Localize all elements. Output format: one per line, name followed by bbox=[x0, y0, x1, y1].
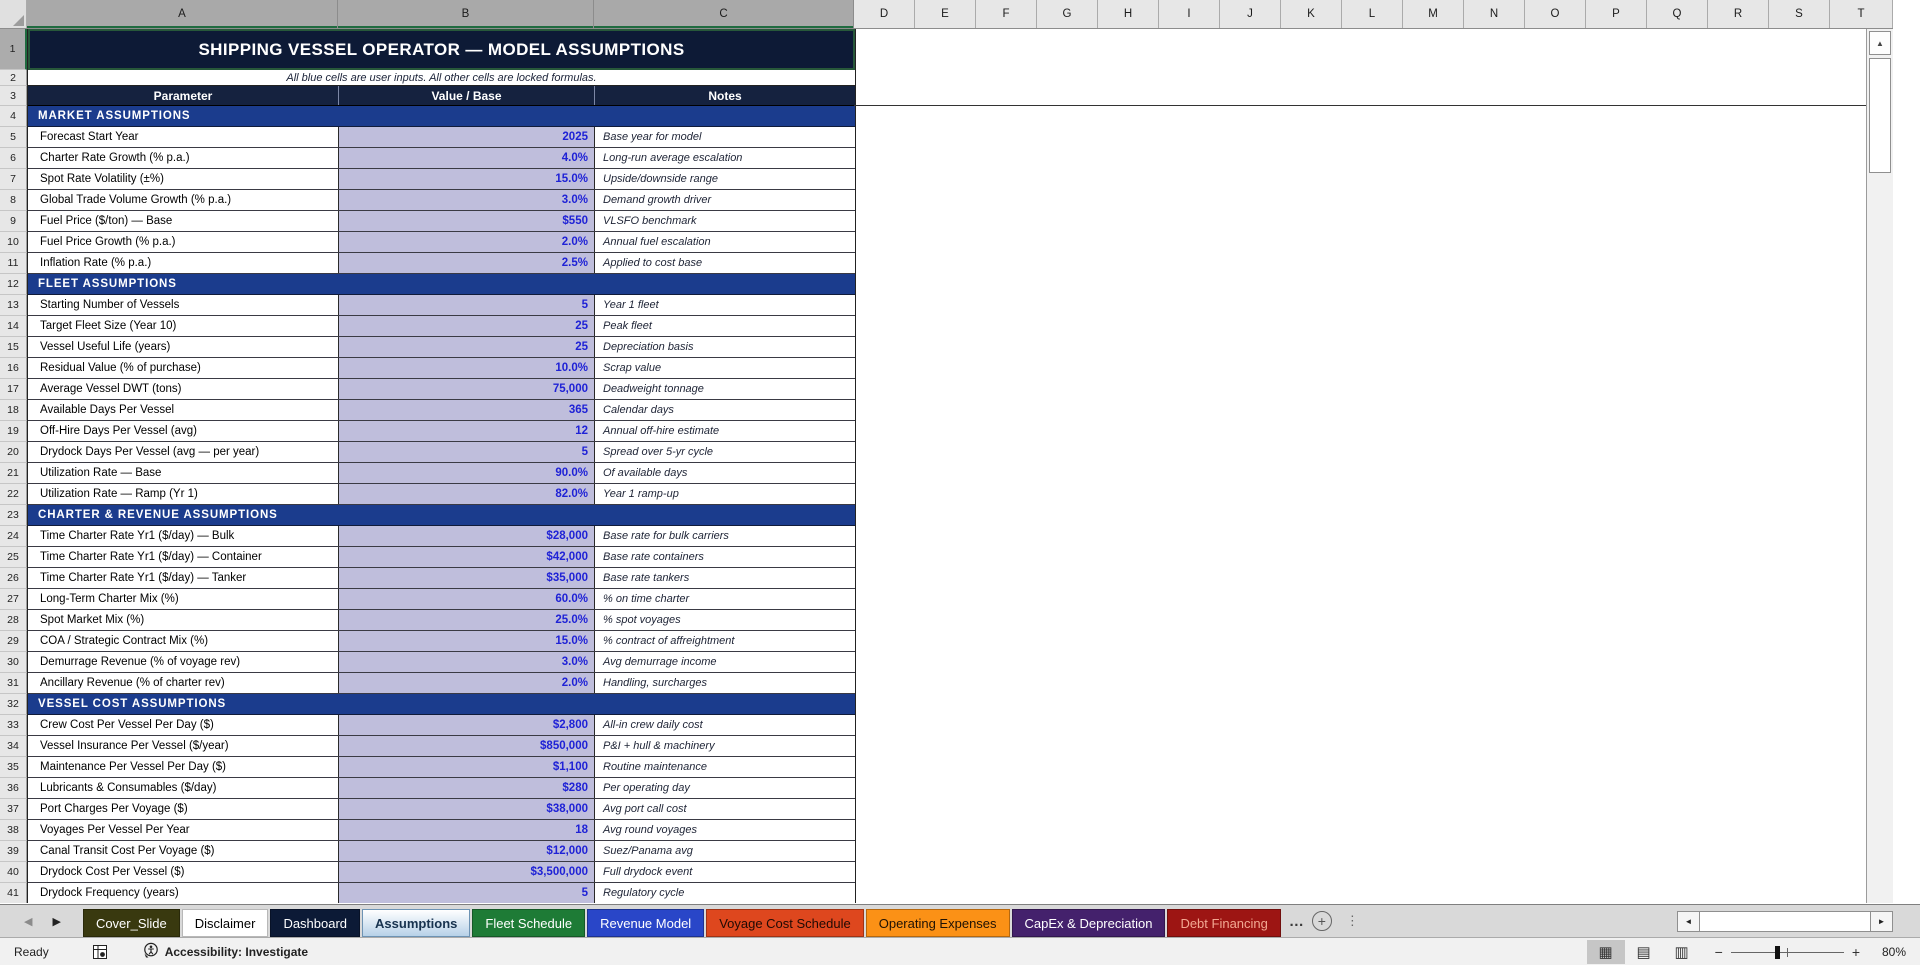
status-mode: Ready bbox=[14, 944, 49, 959]
sheet-tab-dashboard[interactable]: Dashboard bbox=[270, 909, 360, 937]
column-header-J[interactable]: J bbox=[1220, 0, 1281, 28]
parameter-cell-A25[interactable]: Time Charter Rate Yr1 ($/day) — Container bbox=[28, 547, 339, 567]
value-cell-B15[interactable]: 25 bbox=[339, 337, 595, 357]
sheet-tab-voyage-cost-schedule[interactable]: Voyage Cost Schedule bbox=[706, 909, 864, 937]
data-row-37 bbox=[28, 799, 855, 820]
sheet-subtitle-cell[interactable]: All blue cells are user inputs. All other cells are locked formulas. bbox=[28, 70, 855, 86]
note-cell-C41[interactable]: Regulatory cycle bbox=[603, 887, 685, 899]
column-header-I[interactable]: I bbox=[1159, 0, 1220, 28]
table-header-row bbox=[28, 86, 855, 106]
data-row-24 bbox=[28, 526, 855, 547]
zoom-out-button[interactable]: − bbox=[1714, 943, 1723, 960]
sheet-tab-assumptions[interactable]: Assumptions bbox=[362, 909, 470, 937]
column-header-C[interactable]: C bbox=[594, 0, 854, 28]
parameter-cell-A22[interactable]: Utilization Rate — Ramp (Yr 1) bbox=[28, 484, 339, 504]
header-value-base[interactable]: Value / Base bbox=[339, 86, 595, 105]
data-row-30 bbox=[28, 652, 855, 673]
value-cell-B17[interactable]: 75,000 bbox=[339, 379, 595, 399]
horizontal-scroll-thumb[interactable] bbox=[1699, 912, 1871, 931]
row-header-40[interactable]: 40 bbox=[0, 862, 27, 883]
section-row-4[interactable]: MARKET ASSUMPTIONS bbox=[28, 106, 855, 127]
data-row-29 bbox=[28, 631, 855, 652]
parameter-cell-A6[interactable]: Charter Rate Growth (% p.a.) bbox=[28, 148, 339, 168]
row-header-19[interactable]: 19 bbox=[0, 421, 27, 442]
status-bar bbox=[0, 937, 1920, 965]
note-cell-C22[interactable]: Year 1 ramp-up bbox=[603, 488, 679, 500]
value-cell-B33[interactable]: $2,800 bbox=[339, 715, 595, 735]
note-cell-C24[interactable]: Base rate for bulk carriers bbox=[603, 530, 729, 542]
row-header-3[interactable]: 3 bbox=[0, 86, 27, 106]
row-header-1[interactable]: 1 bbox=[0, 29, 27, 70]
row-header-37[interactable]: 37 bbox=[0, 799, 27, 820]
value-cell-B10[interactable]: 2.0% bbox=[339, 232, 595, 252]
value-cell-B26[interactable]: $35,000 bbox=[339, 568, 595, 588]
value-cell-B5[interactable]: 2025 bbox=[339, 127, 595, 147]
data-row-16 bbox=[28, 358, 855, 379]
column-header-M[interactable]: M bbox=[1403, 0, 1464, 28]
value-cell-B19[interactable]: 12 bbox=[339, 421, 595, 441]
value-cell-B30[interactable]: 3.0% bbox=[339, 652, 595, 672]
note-cell-C20[interactable]: Spread over 5-yr cycle bbox=[603, 446, 714, 458]
scroll-right-button[interactable]: ► bbox=[1871, 912, 1892, 931]
value-cell-B18[interactable]: 365 bbox=[339, 400, 595, 420]
note-cell-C25[interactable]: Base rate containers bbox=[603, 551, 704, 563]
note-cell-C39[interactable]: Suez/Panama avg bbox=[603, 845, 693, 857]
note-cell-C35[interactable]: Routine maintenance bbox=[603, 761, 707, 773]
note-cell-C11[interactable]: Applied to cost base bbox=[603, 257, 703, 269]
data-row-15 bbox=[28, 337, 855, 358]
data-row-35 bbox=[28, 757, 855, 778]
data-row-9 bbox=[28, 211, 855, 232]
row-header-20[interactable]: 20 bbox=[0, 442, 27, 463]
row-header-30[interactable]: 30 bbox=[0, 652, 27, 673]
parameter-cell-A11[interactable]: Inflation Rate (% p.a.) bbox=[28, 253, 339, 273]
data-row-31 bbox=[28, 673, 855, 694]
note-cell-C7[interactable]: Upside/downside range bbox=[603, 173, 718, 185]
row-header-35[interactable]: 35 bbox=[0, 757, 27, 778]
note-cell-C9[interactable]: VLSFO benchmark bbox=[603, 215, 697, 227]
value-cell-B38[interactable]: 18 bbox=[339, 820, 595, 840]
row-header-12[interactable]: 12 bbox=[0, 274, 27, 295]
sheet-tab-operating-expenses[interactable]: Operating Expenses bbox=[866, 909, 1010, 937]
data-row-8 bbox=[28, 190, 855, 211]
data-row-18 bbox=[28, 400, 855, 421]
column-header-R[interactable]: R bbox=[1708, 0, 1769, 28]
note-cell-C18[interactable]: Calendar days bbox=[603, 404, 674, 416]
data-row-6 bbox=[28, 148, 855, 169]
column-header-P[interactable]: P bbox=[1586, 0, 1647, 28]
row-header-34[interactable]: 34 bbox=[0, 736, 27, 757]
row-header-38[interactable]: 38 bbox=[0, 820, 27, 841]
data-row-17 bbox=[28, 379, 855, 400]
parameter-cell-A29[interactable]: COA / Strategic Contract Mix (%) bbox=[28, 631, 339, 651]
tab-options-kebab-icon[interactable]: ⋮ bbox=[1345, 913, 1359, 928]
accessibility-status[interactable] bbox=[143, 942, 308, 961]
parameter-cell-A24[interactable]: Time Charter Rate Yr1 ($/day) — Bulk bbox=[28, 526, 339, 546]
note-cell-C34[interactable]: P&I + hull & machinery bbox=[603, 740, 715, 752]
parameter-cell-A14[interactable]: Target Fleet Size (Year 10) bbox=[28, 316, 339, 336]
sheet-tab-cover-slide[interactable]: Cover_Slide bbox=[83, 909, 180, 937]
column-header-Q[interactable]: Q bbox=[1647, 0, 1708, 28]
row-header-18[interactable]: 18 bbox=[0, 400, 27, 421]
parameter-cell-A27[interactable]: Long-Term Charter Mix (%) bbox=[28, 589, 339, 609]
sheet-tabs bbox=[83, 905, 1283, 937]
column-header-L[interactable]: L bbox=[1342, 0, 1403, 28]
note-cell-C10[interactable]: Annual fuel escalation bbox=[603, 236, 711, 248]
macro-record-icon[interactable] bbox=[93, 945, 107, 959]
value-cell-B40[interactable]: $3,500,000 bbox=[339, 862, 595, 882]
column-header-N[interactable]: N bbox=[1464, 0, 1525, 28]
note-cell-C27[interactable]: % on time charter bbox=[603, 593, 690, 605]
value-cell-B7[interactable]: 15.0% bbox=[339, 169, 595, 189]
value-cell-B11[interactable]: 2.5% bbox=[339, 253, 595, 273]
row-header-27[interactable]: 27 bbox=[0, 589, 27, 610]
parameter-cell-A8[interactable]: Global Trade Volume Growth (% p.a.) bbox=[28, 190, 339, 210]
parameter-cell-A34[interactable]: Vessel Insurance Per Vessel ($/year) bbox=[28, 736, 339, 756]
row-header-32[interactable]: 32 bbox=[0, 694, 27, 715]
parameter-cell-A35[interactable]: Maintenance Per Vessel Per Day ($) bbox=[28, 757, 339, 777]
row-headers bbox=[0, 29, 27, 903]
row-header-2[interactable]: 2 bbox=[0, 70, 27, 86]
column-header-H[interactable]: H bbox=[1098, 0, 1159, 28]
add-sheet-button[interactable]: + bbox=[1312, 911, 1332, 931]
value-cell-B9[interactable]: $550 bbox=[339, 211, 595, 231]
row-header-14[interactable]: 14 bbox=[0, 316, 27, 337]
data-row-14 bbox=[28, 316, 855, 337]
note-cell-C6[interactable]: Long-run average escalation bbox=[603, 152, 743, 164]
select-all-corner[interactable] bbox=[0, 0, 27, 28]
column-header-O[interactable]: O bbox=[1525, 0, 1586, 28]
column-header-F[interactable]: F bbox=[976, 0, 1037, 28]
parameter-cell-A36[interactable]: Lubricants & Consumables ($/day) bbox=[28, 778, 339, 798]
value-cell-B34[interactable]: $850,000 bbox=[339, 736, 595, 756]
value-cell-B36[interactable]: $280 bbox=[339, 778, 595, 798]
row-header-17[interactable]: 17 bbox=[0, 379, 27, 400]
note-cell-C36[interactable]: Per operating day bbox=[603, 782, 690, 794]
note-cell-C33[interactable]: All-in crew daily cost bbox=[603, 719, 703, 731]
note-cell-C38[interactable]: Avg round voyages bbox=[603, 824, 697, 836]
data-row-7 bbox=[28, 169, 855, 190]
accessibility-icon bbox=[143, 942, 159, 961]
value-cell-B24[interactable]: $28,000 bbox=[339, 526, 595, 546]
sheet-tab-bar bbox=[0, 904, 1920, 937]
parameter-cell-A13[interactable]: Starting Number of Vessels bbox=[28, 295, 339, 315]
row-header-21[interactable]: 21 bbox=[0, 463, 27, 484]
note-cell-C13[interactable]: Year 1 fleet bbox=[603, 299, 659, 311]
normal-view-button[interactable]: ▦ bbox=[1587, 940, 1625, 964]
row-header-4[interactable]: 4 bbox=[0, 106, 27, 127]
row-header-25[interactable]: 25 bbox=[0, 547, 27, 568]
sheet-title-cell[interactable]: SHIPPING VESSEL OPERATOR — MODEL ASSUMPTIONS bbox=[28, 29, 855, 70]
sheet-tab-disclaimer[interactable]: Disclaimer bbox=[182, 909, 269, 937]
horizontal-scrollbar[interactable] bbox=[1677, 911, 1893, 932]
column-header-E[interactable]: E bbox=[915, 0, 976, 28]
scroll-up-button[interactable]: ▲ bbox=[1869, 31, 1891, 55]
note-cell-C21[interactable]: Of available days bbox=[603, 467, 688, 479]
note-cell-C37[interactable]: Avg port call cost bbox=[603, 803, 687, 815]
header-notes[interactable]: Notes bbox=[708, 88, 742, 103]
data-row-34 bbox=[28, 736, 855, 757]
value-cell-B21[interactable]: 90.0% bbox=[339, 463, 595, 483]
row-header-9[interactable]: 9 bbox=[0, 211, 27, 232]
value-cell-B29[interactable]: 15.0% bbox=[339, 631, 595, 651]
page-break-preview-button[interactable]: ▥ bbox=[1674, 943, 1689, 961]
parameter-cell-A39[interactable]: Canal Transit Cost Per Voyage ($) bbox=[28, 841, 339, 861]
note-cell-C17[interactable]: Deadweight tonnage bbox=[603, 383, 704, 395]
accessibility-label: Accessibility: Investigate bbox=[164, 944, 309, 959]
row-header-31[interactable]: 31 bbox=[0, 673, 27, 694]
row-header-16[interactable]: 16 bbox=[0, 358, 27, 379]
parameter-cell-A40[interactable]: Drydock Cost Per Vessel ($) bbox=[28, 862, 339, 882]
parameter-cell-A20[interactable]: Drydock Days Per Vessel (avg — per year) bbox=[28, 442, 339, 462]
row-header-15[interactable]: 15 bbox=[0, 337, 27, 358]
note-cell-C19[interactable]: Annual off-hire estimate bbox=[603, 425, 720, 437]
value-cell-B13[interactable]: 5 bbox=[339, 295, 595, 315]
row-header-24[interactable]: 24 bbox=[0, 526, 27, 547]
tab-scroll-right-icon[interactable]: ▶ bbox=[52, 915, 61, 928]
note-cell-C14[interactable]: Peak fleet bbox=[603, 320, 652, 332]
row-header-10[interactable]: 10 bbox=[0, 232, 27, 253]
parameter-cell-A7[interactable]: Spot Rate Volatility (±%) bbox=[28, 169, 339, 189]
parameter-cell-A30[interactable]: Demurrage Revenue (% of voyage rev) bbox=[28, 652, 339, 672]
row-header-8[interactable]: 8 bbox=[0, 190, 27, 211]
row-header-22[interactable]: 22 bbox=[0, 484, 27, 505]
data-row-26 bbox=[28, 568, 855, 589]
sheet-tab-revenue-model[interactable]: Revenue Model bbox=[587, 909, 704, 937]
data-row-21 bbox=[28, 463, 855, 484]
value-cell-B20[interactable]: 5 bbox=[339, 442, 595, 462]
parameter-cell-A41[interactable]: Drydock Frequency (years) bbox=[28, 883, 339, 903]
column-header-B[interactable]: B bbox=[338, 0, 594, 28]
column-header-S[interactable]: S bbox=[1769, 0, 1830, 28]
parameter-cell-A38[interactable]: Voyages Per Vessel Per Year bbox=[28, 820, 339, 840]
parameter-cell-A5[interactable]: Forecast Start Year bbox=[28, 127, 339, 147]
data-row-36 bbox=[28, 778, 855, 799]
zoom-slider-notch bbox=[1787, 948, 1789, 957]
value-cell-B6[interactable]: 4.0% bbox=[339, 148, 595, 168]
vertical-scrollbar[interactable] bbox=[1866, 29, 1893, 903]
value-cell-B37[interactable]: $38,000 bbox=[339, 799, 595, 819]
data-row-33 bbox=[28, 715, 855, 736]
sheet-grid bbox=[0, 29, 1893, 903]
note-cell-C15[interactable]: Depreciation basis bbox=[603, 341, 694, 353]
row-header-11[interactable]: 11 bbox=[0, 253, 27, 274]
data-row-27 bbox=[28, 589, 855, 610]
note-cell-C31[interactable]: Handling, surcharges bbox=[603, 677, 707, 689]
data-row-25 bbox=[28, 547, 855, 568]
assumptions-table bbox=[27, 29, 856, 903]
note-cell-C8[interactable]: Demand growth driver bbox=[603, 194, 712, 206]
sheet-tab-fleet-schedule[interactable]: Fleet Schedule bbox=[472, 909, 585, 937]
data-row-28 bbox=[28, 610, 855, 631]
note-cell-C29[interactable]: % contract of affreightment bbox=[603, 635, 735, 647]
header-parameter[interactable]: Parameter bbox=[28, 86, 339, 105]
data-row-19 bbox=[28, 421, 855, 442]
parameter-cell-A16[interactable]: Residual Value (% of purchase) bbox=[28, 358, 339, 378]
row-header-41[interactable]: 41 bbox=[0, 883, 27, 903]
parameter-cell-A33[interactable]: Crew Cost Per Vessel Per Day ($) bbox=[28, 715, 339, 735]
column-headers bbox=[0, 0, 1893, 29]
column-header-T[interactable]: T bbox=[1830, 0, 1893, 28]
data-row-5 bbox=[28, 127, 855, 148]
value-cell-B14[interactable]: 25 bbox=[339, 316, 595, 336]
note-cell-C16[interactable]: Scrap value bbox=[603, 362, 662, 374]
section-row-23[interactable]: CHARTER & REVENUE ASSUMPTIONS bbox=[28, 505, 855, 526]
row-header-36[interactable]: 36 bbox=[0, 778, 27, 799]
note-cell-C5[interactable]: Base year for model bbox=[603, 131, 702, 143]
zoom-level[interactable]: 80% bbox=[1881, 944, 1906, 959]
value-cell-B25[interactable]: $42,000 bbox=[339, 547, 595, 567]
parameter-cell-A31[interactable]: Ancillary Revenue (% of charter rev) bbox=[28, 673, 339, 693]
note-cell-C40[interactable]: Full drydock event bbox=[603, 866, 693, 878]
note-cell-C28[interactable]: % spot voyages bbox=[603, 614, 681, 626]
data-row-10 bbox=[28, 232, 855, 253]
row-header-6[interactable]: 6 bbox=[0, 148, 27, 169]
section-row-32[interactable]: VESSEL COST ASSUMPTIONS bbox=[28, 694, 855, 715]
parameter-cell-A21[interactable]: Utilization Rate — Base bbox=[28, 463, 339, 483]
page-layout-view-button[interactable]: ▤ bbox=[1636, 943, 1651, 961]
column-header-K[interactable]: K bbox=[1281, 0, 1342, 28]
value-cell-B16[interactable]: 10.0% bbox=[339, 358, 595, 378]
data-row-11 bbox=[28, 253, 855, 274]
sheet-tab-debt-financing[interactable]: Debt Financing bbox=[1167, 909, 1280, 937]
value-cell-B22[interactable]: 82.0% bbox=[339, 484, 595, 504]
parameter-cell-A37[interactable]: Port Charges Per Voyage ($) bbox=[28, 799, 339, 819]
row-header-5[interactable]: 5 bbox=[0, 127, 27, 148]
sheet-tab-capex-depreciation[interactable]: CapEx & Depreciation bbox=[1012, 909, 1166, 937]
more-sheets-icon[interactable]: … bbox=[1288, 912, 1304, 930]
column-header-A[interactable]: A bbox=[27, 0, 338, 28]
tab-scroll-left-icon[interactable]: ◀ bbox=[24, 915, 33, 928]
value-cell-B35[interactable]: $1,100 bbox=[339, 757, 595, 777]
value-cell-B8[interactable]: 3.0% bbox=[339, 190, 595, 210]
zoom-slider[interactable] bbox=[1731, 944, 1844, 960]
row-header-26[interactable]: 26 bbox=[0, 568, 27, 589]
note-cell-C26[interactable]: Base rate tankers bbox=[603, 572, 690, 584]
header-bottom-border-extension bbox=[854, 105, 1893, 106]
scroll-left-button[interactable]: ◄ bbox=[1678, 912, 1699, 931]
parameter-cell-A18[interactable]: Available Days Per Vessel bbox=[28, 400, 339, 420]
value-cell-B39[interactable]: $12,000 bbox=[339, 841, 595, 861]
value-cell-B27[interactable]: 60.0% bbox=[339, 589, 595, 609]
note-cell-C30[interactable]: Avg demurrage income bbox=[603, 656, 717, 668]
row-header-7[interactable]: 7 bbox=[0, 169, 27, 190]
table-rows bbox=[28, 106, 855, 903]
data-row-22 bbox=[28, 484, 855, 505]
section-row-12[interactable]: FLEET ASSUMPTIONS bbox=[28, 274, 855, 295]
vertical-scroll-thumb[interactable] bbox=[1869, 58, 1891, 173]
value-cell-B31[interactable]: 2.0% bbox=[339, 673, 595, 693]
data-row-20 bbox=[28, 442, 855, 463]
value-cell-B41[interactable]: 5 bbox=[339, 883, 595, 903]
data-row-38 bbox=[28, 820, 855, 841]
zoom-slider-thumb[interactable] bbox=[1775, 946, 1780, 959]
zoom-in-button[interactable]: + bbox=[1851, 943, 1860, 960]
parameter-cell-A9[interactable]: Fuel Price ($/ton) — Base bbox=[28, 211, 339, 231]
data-row-39 bbox=[28, 841, 855, 862]
row-header-28[interactable]: 28 bbox=[0, 610, 27, 631]
data-row-13 bbox=[28, 295, 855, 316]
row-header-23[interactable]: 23 bbox=[0, 505, 27, 526]
row-header-29[interactable]: 29 bbox=[0, 631, 27, 652]
column-header-G[interactable]: G bbox=[1037, 0, 1098, 28]
parameter-cell-A17[interactable]: Average Vessel DWT (tons) bbox=[28, 379, 339, 399]
row-header-39[interactable]: 39 bbox=[0, 841, 27, 862]
row-header-33[interactable]: 33 bbox=[0, 715, 27, 736]
parameter-cell-A10[interactable]: Fuel Price Growth (% p.a.) bbox=[28, 232, 339, 252]
value-cell-B28[interactable]: 25.0% bbox=[339, 610, 595, 630]
parameter-cell-A15[interactable]: Vessel Useful Life (years) bbox=[28, 337, 339, 357]
parameter-cell-A28[interactable]: Spot Market Mix (%) bbox=[28, 610, 339, 630]
data-row-40 bbox=[28, 862, 855, 883]
parameter-cell-A19[interactable]: Off-Hire Days Per Vessel (avg) bbox=[28, 421, 339, 441]
parameter-cell-A26[interactable]: Time Charter Rate Yr1 ($/day) — Tanker bbox=[28, 568, 339, 588]
data-row-41 bbox=[28, 883, 855, 903]
column-header-D[interactable]: D bbox=[854, 0, 915, 28]
row-header-13[interactable]: 13 bbox=[0, 295, 27, 316]
